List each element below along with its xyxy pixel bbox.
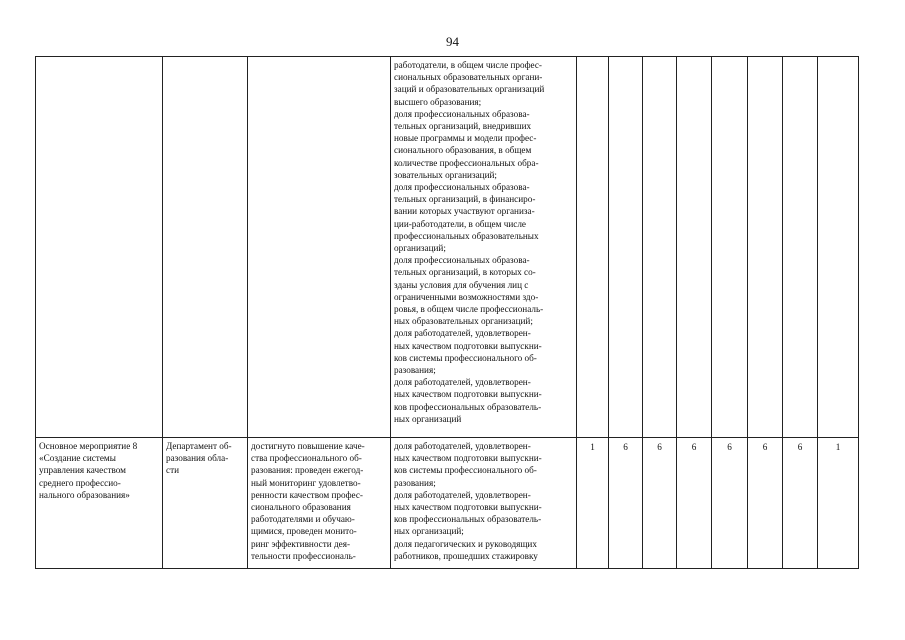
value-cell — [677, 57, 712, 438]
value-cell: 6 — [712, 438, 748, 569]
value-cell — [643, 57, 677, 438]
page-number: 94 — [446, 34, 459, 49]
result-cell — [248, 57, 391, 438]
measure-cell — [36, 57, 163, 438]
measure-cell: Основное мероприятие 8 «Создание системы управления качеством среднего профессио- нального образования» — [36, 438, 163, 569]
indicator-cell: доля работодателей, удовлетворен- ных качеством подготовки выпускни- ков системы профессионального об- разования; доля работодателей, удовлетворен- ных качеством подготовки выпускни- ков профессиональных образователь- ных организаций; доля педагогических и руководящих работников, прошедших стажировку — [391, 438, 577, 569]
executor-cell: Департамент об- разования обла- сти — [163, 438, 248, 569]
value-cell — [712, 57, 748, 438]
executor-cell — [163, 57, 248, 438]
value-cell: 6 — [783, 438, 818, 569]
indicator-cell: работодатели, в общем числе профес- сиональных образовательных органи- заций и образовательных организаций высшего образования; доля профессиональных образова- тельных организаций, внедривших новые программы и модели профес- сионального образования, в общем количестве профессиональных обра- зовательных организаций; доля профессиональных образова- тельных организаций, в финансиро- вании которых участвуют организа- ции-работодатели, в общем числе профессиональных образовательных организаций; доля профессиональных образова- тельных организаций, в которых со- зданы условия для обучения лиц с ограниченными возможностями здо- ровья, в общем числе профессиональ- ных образовательных организаций; доля работодателей, удовлетворен- ных качеством подготовки выпускни- ков системы профессионального об- разования; доля работодателей, удовлетворен- ных качеством подготовки выпускни- ков профессиональных образователь- ных организаций — [391, 57, 577, 438]
value-cell — [609, 57, 643, 438]
value-cell: 6 — [609, 438, 643, 569]
table-row — [36, 438, 859, 569]
value-cell: 1 — [577, 438, 609, 569]
value-cell: 6 — [748, 438, 783, 569]
value-cell — [748, 57, 783, 438]
value-cell — [818, 57, 859, 438]
value-cell: 1 — [818, 438, 859, 569]
table-row — [36, 57, 859, 438]
value-cell: 6 — [677, 438, 712, 569]
value-cell: 6 — [643, 438, 677, 569]
value-cell — [783, 57, 818, 438]
measures-table — [35, 56, 859, 569]
value-cell — [577, 57, 609, 438]
result-cell: достигнуто повышение каче- ства профессионального об- разования: проведен ежегод- ный мониторинг удовлетво- ренности качеством профес- сионального образования работодателями и обучаю- щимися, проведен монито- ринг эффективности дея- тельности профессиональ- — [248, 438, 391, 569]
